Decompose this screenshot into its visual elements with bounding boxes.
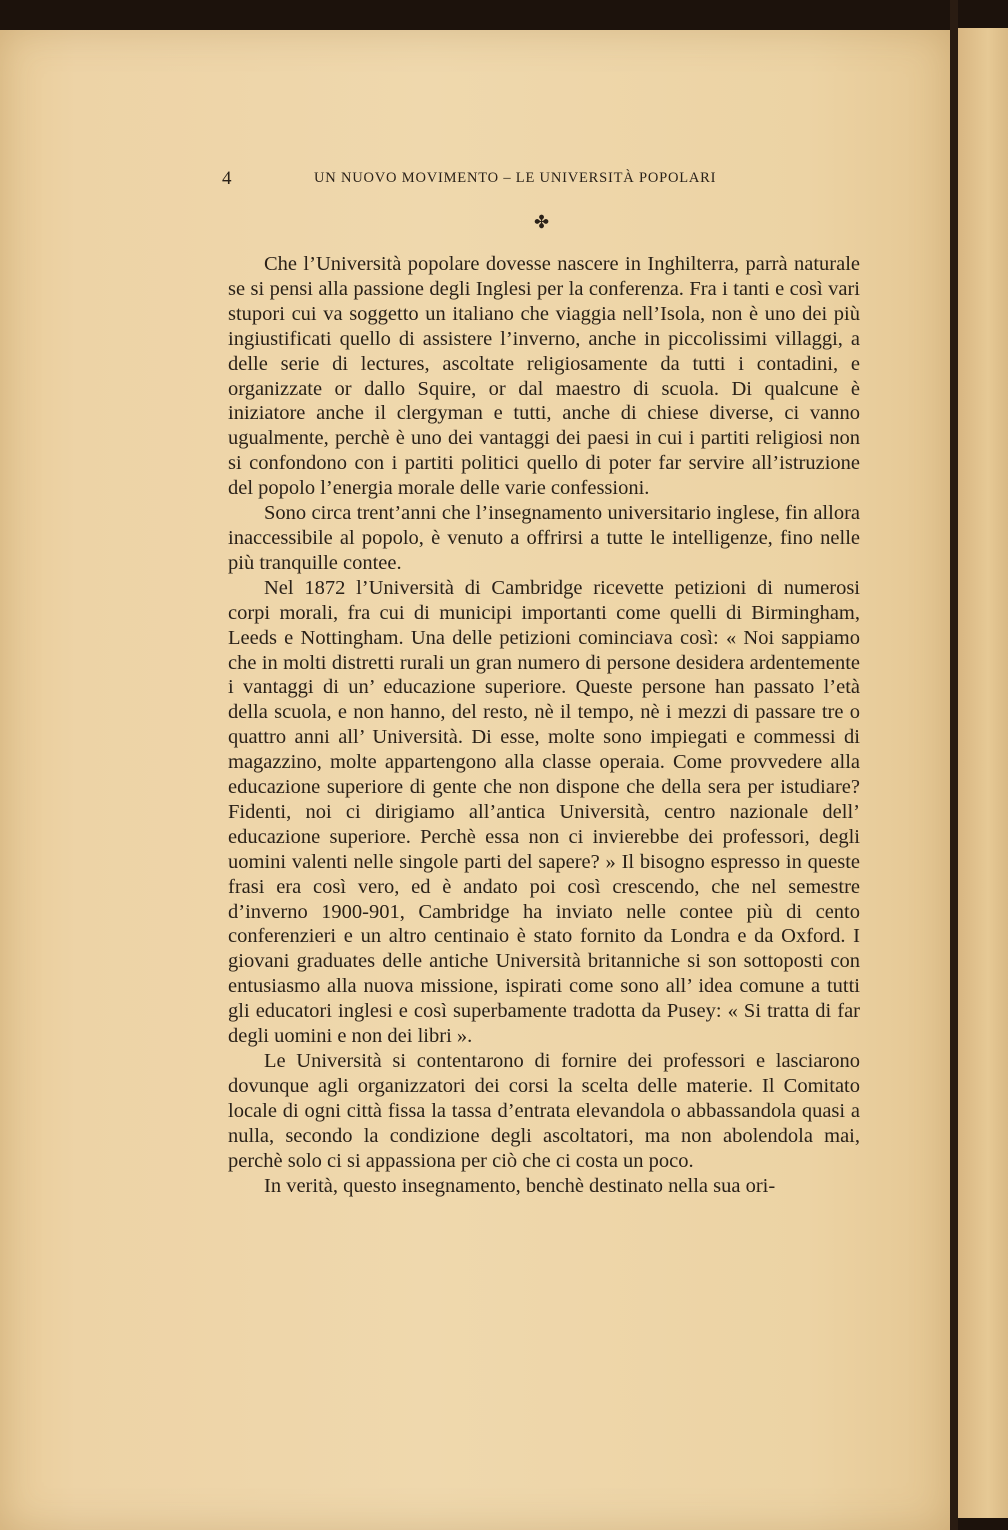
body-text	[228, 252, 860, 1198]
running-title: UN NUOVO MOVIMENTO – LE UNIVERSITÀ POPOLARI	[314, 170, 717, 186]
section-ornament-icon: ✤	[534, 212, 550, 232]
page-number: 4	[222, 168, 232, 189]
paragraph: Nel 1872 l’Università di Cambridge ricevette petizioni di numerosi corpi morali, fra cui di municipi importanti come quelli di Birmingham, Leeds e Nottingham. Una delle petizioni cominciava così: « Noi sappiamo che in molti distretti rurali un gran numero di persone desidera ardentemente i vantaggi di un’ educazione superiore. Queste persone han passato l’età della scuola, e non hanno, del resto, nè il tempo, nè i mezzi di passare tre o quattro anni all’ Università. Di esse, molte sono impiegati e commessi di magazzino, molte appartengono alla classe operaia. Come provvedere alla educazione superiore di gente che non dispone che della sera per istudiare? Fidenti, noi ci dirigiamo all’antica Università, centro nazionale dell’ educazione superiore. Perchè essa non ci invierebbe dei professori, degli uomini valenti nelle singole parti del sapere? » Il bisogno espresso in queste frasi era così vero, ed è andato poi così crescendo, che nel semestre d’inverno 1900-901, Cambridge ha inviato nelle contee più di cento conferenzieri e un altro centinaio è stato fornito da Londra e da Oxford. I giovani graduates delle antiche Università britanniche si son sottoposti con entusiasmo alla nuova missione, ispirati come sono all’ idea comune a tutti gli educatori inglesi e così superbamente tradotta da Pusey: « Si tratta di far degli uomini e non dei libri ».	[228, 576, 860, 1048]
paragraph: Che l’Università popolare dovesse nascere in Inghilterra, parrà naturale se si pensi alla passione degli Inglesi per la conferenza. Fra i tanti e così vari stupori cui va soggetto un italiano che viaggia nell’Isola, non è uno dei più ingiustificati quello di assistere l’inverno, anche in piccolissimi villaggi, a delle serie di lectures, ascoltate religiosamente da tutti i contadini, e organizzate or dallo Squire, or dal maestro di scuola. Di qualcune è iniziatore anche il clergyman e tutti, anche di chiese diverse, ci vanno ugualmente, perchè è uno dei vantaggi dei paesi in cui i partiti religiosi non si confondono con i partiti politici quello di poter far servire all’istruzione del popolo l’energia morale delle varie confessioni.	[228, 253, 860, 500]
running-head	[222, 168, 862, 194]
paragraph: In verità, questo insegnamento, benchè destinato nella sua ori-	[264, 1174, 776, 1197]
facing-page-edge	[958, 28, 1008, 1518]
paragraph: Le Università si contentarono di fornire dei professori e lasciarono dovunque agli organizzatori dei corsi la scelta delle materie. Il Comitato locale di ogni città fissa la tassa d’entrata elevandola o abbassandola quasi a nulla, secondo la condizione degli ascoltatori, ma non abolendola mai, perchè solo ci si appassiona per ciò che ci costa un poco.	[228, 1050, 860, 1172]
paragraph: Sono circa trent’anni che l’insegnamento universitario inglese, fin allora inaccessibile al popolo, è venuto a offrirsi a tutte le intelligenze, fino nelle più tranquille contee.	[228, 502, 860, 574]
book-spine	[950, 0, 958, 1530]
